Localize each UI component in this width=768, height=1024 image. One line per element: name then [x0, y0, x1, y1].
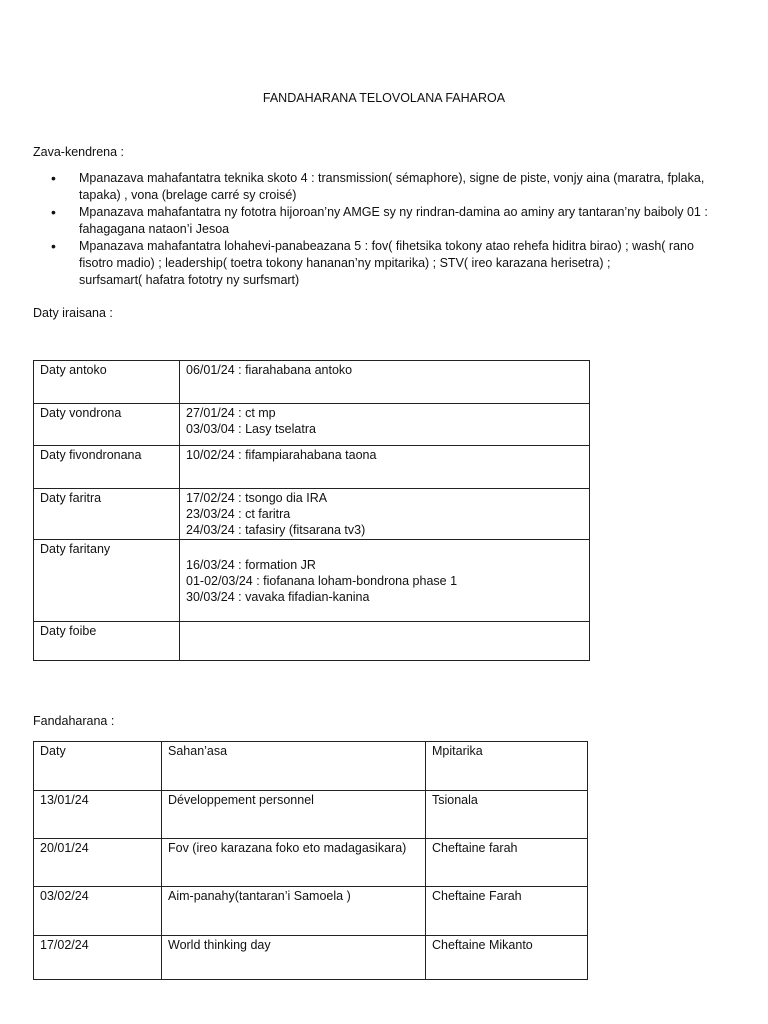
bullet-icon: • — [51, 170, 56, 186]
cell-activity: Développement personnel — [162, 791, 426, 839]
cell-activity: Aim-panahy(tantaran’i Samoela ) — [162, 887, 426, 936]
cell-leader: Tsionala — [426, 791, 588, 839]
cell-date: 03/02/24 — [34, 887, 162, 936]
cell-activity: Fov (ireo karazana foko eto madagasikara) — [162, 839, 426, 887]
column-header-date: Daty — [34, 742, 162, 791]
goals-list — [33, 170, 753, 289]
date-entries — [180, 446, 590, 489]
date-entry: 17/02/24 : tsongo dia IRA — [186, 491, 328, 505]
date-entry: 24/03/24 : tafasiry (fitsarana tv3) — [186, 523, 366, 537]
cell-activity: World thinking day — [162, 936, 426, 980]
table-row — [34, 887, 588, 936]
date-category: Daty foibe — [34, 622, 180, 661]
bullet-icon: • — [51, 238, 56, 254]
cell-leader: Cheftaine Farah — [426, 887, 588, 936]
cell-date: 20/01/24 — [34, 839, 162, 887]
goal-line: surfsamart( hafatra fototry ny surfsmart) — [79, 273, 300, 287]
dates-heading: Daty iraisana : — [33, 306, 113, 320]
date-entries — [180, 540, 590, 622]
date-entry: 27/01/24 : ct mp — [186, 406, 276, 420]
cell-leader: Cheftaine Mikanto — [426, 936, 588, 980]
goals-heading: Zava-kendrena : — [33, 145, 125, 159]
table-row — [34, 361, 590, 404]
date-category: Daty faritra — [34, 489, 180, 540]
table-row — [34, 446, 590, 489]
goal-item — [33, 204, 753, 238]
table-row — [34, 540, 590, 622]
date-entries — [180, 489, 590, 540]
document-title: FANDAHARANA TELOVOLANA FAHAROA — [262, 91, 506, 105]
dates-table — [33, 360, 590, 661]
date-entry: 03/03/04 : Lasy tselatra — [186, 422, 316, 436]
date-entries — [180, 622, 590, 661]
date-entry: 10/02/24 : fifampiarahabana taona — [186, 448, 377, 462]
date-category: Daty fivondronana — [34, 446, 180, 489]
goal-line: Mpanazava mahafantatra teknika skoto 4 : transmission( sémaphore), signe de piste, vonjy aina (maratra, fplaka, — [79, 171, 705, 185]
goal-line: tapaka) , vona (brelage carré sy croisé) — [79, 188, 297, 202]
date-entry: 30/03/24 : vavaka fifadian-kanina — [186, 590, 370, 604]
date-category: Daty antoko — [34, 361, 180, 404]
date-entry: 16/03/24 : formation JR — [186, 558, 316, 572]
date-entries — [180, 404, 590, 446]
date-category: Daty vondrona — [34, 404, 180, 446]
table-row — [34, 489, 590, 540]
goal-line: Mpanazava mahafantatra ny fototra hijoroan’ny AMGE sy ny rindran-damina ao aminy ary tantaran’ny baiboly 01 : — [79, 205, 708, 219]
date-entry: 23/03/24 : ct faritra — [186, 507, 291, 521]
cell-leader: Cheftaine farah — [426, 839, 588, 887]
table-row — [34, 622, 590, 661]
column-header-activity: Sahan’asa — [162, 742, 426, 791]
goal-line: Mpanazava mahafantatra lohahevi-panabeazana 5 : fov( fihetsika tokony atao rehefa hiditra birao) ; wash( rano — [79, 239, 694, 253]
plan-table — [33, 741, 588, 980]
date-entry: 06/01/24 : fiarahabana antoko — [186, 363, 353, 377]
bullet-icon: • — [51, 204, 56, 220]
table-row — [34, 791, 588, 839]
date-entry — [186, 541, 583, 557]
date-entry: 01-02/03/24 : fiofanana loham-bondrona phase 1 — [186, 574, 458, 588]
table-row — [34, 936, 588, 980]
goal-item — [33, 170, 753, 204]
column-header-leader: Mpitarika — [426, 742, 588, 791]
cell-date: 13/01/24 — [34, 791, 162, 839]
date-entries — [180, 361, 590, 404]
goal-line: fisotro madio) ; leadership( toetra tokony hananan’ny mpitarika) ; STV( ireo karazana herisetra) ; — [79, 256, 611, 270]
plan-heading: Fandaharana : — [33, 714, 115, 728]
table-row — [34, 404, 590, 446]
table-row — [34, 839, 588, 887]
table-header-row — [34, 742, 588, 791]
cell-date: 17/02/24 — [34, 936, 162, 980]
goal-item — [33, 238, 753, 289]
goal-line: fahagagana nataon’i Jesoa — [79, 222, 230, 236]
date-category: Daty faritany — [34, 540, 180, 622]
